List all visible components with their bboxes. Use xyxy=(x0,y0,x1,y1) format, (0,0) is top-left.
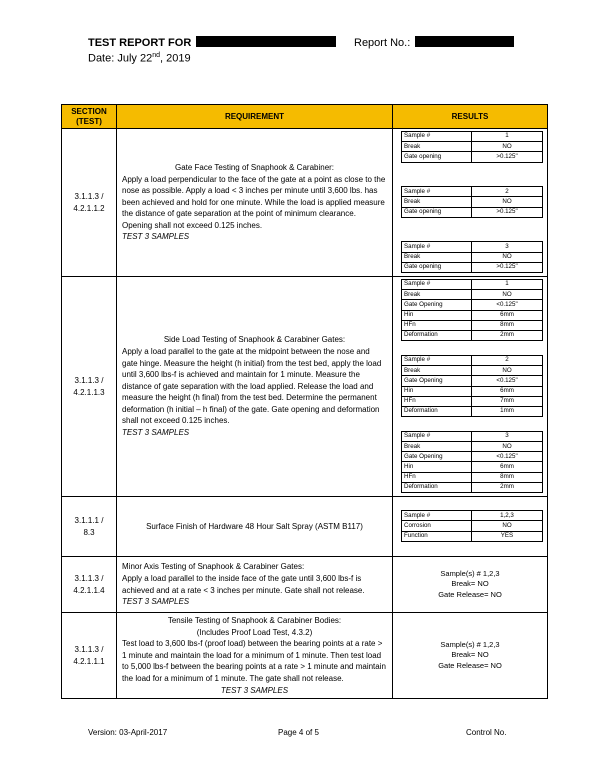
requirement-cell xyxy=(117,129,393,277)
requirement-sample-count: TEST 3 SAMPLES xyxy=(122,428,190,438)
sample-field-label: Break xyxy=(402,290,472,300)
sample-results xyxy=(393,129,547,276)
report-header xyxy=(88,36,528,70)
sample-field-value: NO xyxy=(472,142,543,152)
sample-table xyxy=(401,241,543,273)
sample-field-value: <0.125" xyxy=(472,452,543,462)
sample-row xyxy=(402,290,543,300)
section-column-header: SECTION (TEST) xyxy=(62,105,117,129)
section-cell: 3.1.1.1 / 8.3 xyxy=(62,497,117,557)
report-date xyxy=(88,52,191,65)
sample-field-value: NO xyxy=(472,290,543,300)
sample-field-value: NO xyxy=(472,366,543,376)
sample-row xyxy=(402,320,543,330)
sample-field-value: <0.125" xyxy=(472,300,543,310)
sample-row xyxy=(402,472,543,482)
sample-row xyxy=(402,132,543,142)
sample-field-label: Deformation xyxy=(402,406,472,416)
sample-field-label: Hin xyxy=(402,462,472,472)
redacted-report-number xyxy=(415,36,514,47)
sample-field-label: Sample # xyxy=(402,511,472,521)
requirement-body: Apply a load parallel to the gate at the midpoint between the nose and gate hinge. Measure the height (h initial) from the test bed, apply the load until 3,600 lbs-f is achieved and maintain for 1 minute. Measure the distance of gate separation with the load applied. Release the load and measure the height (h final) from the test bed. Determine the permanent deformation (h initial – h final) of the gate. Gate opening and deformation shall not exceed 0.125 inches. xyxy=(122,346,382,426)
table-row xyxy=(62,129,548,277)
sample-row xyxy=(402,442,543,452)
requirement-sample-count: TEST 3 SAMPLES xyxy=(122,597,190,607)
result-line: Gate Release= NO xyxy=(438,589,502,599)
sample-table xyxy=(401,431,543,493)
requirement-title: Side Load Testing of Snaphook & Carabiner Gates: xyxy=(163,335,346,345)
sample-field-value: >0.125" xyxy=(472,152,543,162)
result-line: Sample(s) # 1,2,3 xyxy=(440,568,500,578)
results-column-header: RESULTS xyxy=(393,105,548,129)
sample-field-value: 6mm xyxy=(472,310,543,320)
sample-row xyxy=(402,396,543,406)
sample-field-label: HFn xyxy=(402,320,472,330)
requirement-cell xyxy=(117,613,393,699)
sample-field-label: Break xyxy=(402,442,472,452)
requirement-title: Minor Axis Testing of Snaphook & Carabiner Gates: xyxy=(122,562,305,572)
sample-field-value: NO xyxy=(472,197,543,207)
footer-page-number: Page 4 of 5 xyxy=(278,728,319,737)
sample-field-value: 2mm xyxy=(472,330,543,340)
requirement-cell xyxy=(117,557,393,613)
sample-field-label: Gate opening xyxy=(402,262,472,272)
result-line: Break= NO xyxy=(451,579,489,589)
sample-field-label: Deformation xyxy=(402,482,472,492)
table-row xyxy=(62,277,548,497)
sample-field-value: NO xyxy=(472,521,543,531)
sample-field-value: 2 xyxy=(472,187,543,197)
sample-field-label: HFn xyxy=(402,472,472,482)
results-cell xyxy=(393,613,548,699)
footer-version: Version: 03-April-2017 xyxy=(88,728,168,737)
sample-field-label: Sample # xyxy=(402,355,472,365)
sample-field-value: >0.125" xyxy=(472,262,543,272)
sample-field-value: NO xyxy=(472,442,543,452)
requirement-body: Apply a load perpendicular to the face of the gate at a point as close to the nose as possible. Apply a load < 3 inches per minute until 3,600 lbs. has been achieved and hold for one minute. While the load is applied measure the distance of gate separation at the point of minimum clearance. Opening shall not exceed 0.125 inches. xyxy=(122,174,386,230)
sample-field-value: 3 xyxy=(472,431,543,441)
redacted-client-name xyxy=(196,36,336,47)
sample-row xyxy=(402,531,543,541)
sample-row xyxy=(402,262,543,272)
results-cell xyxy=(393,497,548,557)
requirement-sample-count: TEST 3 SAMPLES xyxy=(122,232,190,242)
sample-row xyxy=(402,252,543,262)
section-cell: 3.1.1.3 / 4.2.1.1.1 xyxy=(62,613,117,699)
sample-field-label: Sample # xyxy=(402,431,472,441)
requirement-title: Gate Face Testing of Snaphook & Carabiner: xyxy=(174,162,335,172)
sample-field-value: 1 xyxy=(472,132,543,142)
sample-field-value: <0.125" xyxy=(472,376,543,386)
sample-row xyxy=(402,355,543,365)
requirement-title: Surface Finish of Hardware 48 Hour Salt Spray (ASTM B117) xyxy=(146,521,363,531)
sample-row xyxy=(402,366,543,376)
sample-row xyxy=(402,300,543,310)
sample-field-label: HFn xyxy=(402,396,472,406)
section-cell: 3.1.1.3 / 4.2.1.1.3 xyxy=(62,277,117,497)
sample-row xyxy=(402,142,543,152)
sample-row xyxy=(402,197,543,207)
sample-results xyxy=(393,497,547,556)
table-row xyxy=(62,497,548,557)
sample-field-value: 2mm xyxy=(472,482,543,492)
results-cell xyxy=(393,277,548,497)
sample-row xyxy=(402,511,543,521)
sample-field-value: 8mm xyxy=(472,472,543,482)
sample-field-value: 1mm xyxy=(472,406,543,416)
sample-table xyxy=(401,355,543,417)
sample-field-label: Gate opening xyxy=(402,152,472,162)
sample-field-label: Break xyxy=(402,366,472,376)
table-row xyxy=(62,557,548,613)
sample-row xyxy=(402,242,543,252)
sample-field-label: Deformation xyxy=(402,330,472,340)
requirement-body: Apply a load parallel to the inside face of the gate until 3,600 lbs-f is achieved and at a rate < 3 inches per minute. Gate shall not release. xyxy=(122,573,365,595)
sample-table xyxy=(401,186,543,218)
sample-row xyxy=(402,280,543,290)
sample-field-value: >0.125" xyxy=(472,207,543,217)
requirement-cell xyxy=(117,497,393,557)
sample-results xyxy=(393,277,547,496)
sample-row xyxy=(402,462,543,472)
sample-row xyxy=(402,187,543,197)
sample-field-value: YES xyxy=(472,531,543,541)
sample-field-label: Gate opening xyxy=(402,207,472,217)
sample-field-label: Break xyxy=(402,252,472,262)
result-line: Gate Release= NO xyxy=(438,660,502,670)
sample-field-label: Gate Opening xyxy=(402,452,472,462)
requirement-body: Test load to 3,600 lbs-f (proof load) between the bearing points at a rate > 1 minute and maintain the load for a minimum of 1 minute. Then test load to 5,000 lbs-f between the bearing points at a rate > 1 minute and maintain the load for a minimum of 1 minute. The gate shall not release. xyxy=(122,639,386,683)
sample-field-label: Sample # xyxy=(402,242,472,252)
results-cell xyxy=(393,557,548,613)
report-date-year: , 2019 xyxy=(160,52,191,65)
sample-row xyxy=(402,330,543,340)
requirement-cell xyxy=(117,277,393,497)
sample-field-value: 6mm xyxy=(472,386,543,396)
result-line: Break= NO xyxy=(451,650,489,660)
sample-table xyxy=(401,131,543,163)
sample-row xyxy=(402,521,543,531)
section-cell: 3.1.1.3 / 4.2.1.1.2 xyxy=(62,129,117,277)
section-cell: 3.1.1.3 / 4.2.1.1.4 xyxy=(62,557,117,613)
requirement-subtitle: (Includes Proof Load Test, 4.3.2) xyxy=(196,627,313,637)
report-number-label: Report No.: xyxy=(354,37,411,49)
sample-field-label: Corrosion xyxy=(402,521,472,531)
footer-control-number: Control No. xyxy=(466,728,507,737)
sample-table xyxy=(401,279,543,341)
requirement-title: Tensile Testing of Snaphook & Carabiner Bodies: xyxy=(167,616,342,625)
sample-field-label: Sample # xyxy=(402,280,472,290)
requirement-sample-count: TEST 3 SAMPLES xyxy=(220,685,289,695)
report-title: TEST REPORT FOR xyxy=(88,37,192,49)
results-table xyxy=(61,104,548,699)
sample-row xyxy=(402,376,543,386)
sample-row xyxy=(402,482,543,492)
sample-field-value: 1,2,3 xyxy=(472,511,543,521)
sample-field-label: Break xyxy=(402,197,472,207)
table-header-row xyxy=(62,105,548,129)
sample-row xyxy=(402,152,543,162)
result-line: Sample(s) # 1,2,3 xyxy=(440,639,500,649)
report-number-line xyxy=(354,36,514,49)
sample-row xyxy=(402,406,543,416)
report-title-line xyxy=(88,36,336,49)
sample-field-value: 1 xyxy=(472,280,543,290)
sample-field-label: Gate Opening xyxy=(402,376,472,386)
sample-field-label: Sample # xyxy=(402,187,472,197)
sample-table xyxy=(401,510,543,542)
sample-field-value: 6mm xyxy=(472,462,543,472)
results-cell xyxy=(393,129,548,277)
report-date-suffix: nd xyxy=(152,52,160,59)
sample-field-label: Hin xyxy=(402,386,472,396)
sample-field-label: Gate Opening xyxy=(402,300,472,310)
sample-field-value: NO xyxy=(472,252,543,262)
sample-row xyxy=(402,452,543,462)
sample-field-label: Sample # xyxy=(402,132,472,142)
sample-field-label: Function xyxy=(402,531,472,541)
report-date-text: Date: July 22 xyxy=(88,52,153,65)
table-body xyxy=(62,129,548,699)
sample-row xyxy=(402,207,543,217)
sample-field-value: 2 xyxy=(472,355,543,365)
sample-row xyxy=(402,310,543,320)
sample-field-label: Hin xyxy=(402,310,472,320)
sample-field-value: 7mm xyxy=(472,396,543,406)
requirement-column-header: REQUIREMENT xyxy=(117,105,393,129)
sample-row xyxy=(402,386,543,396)
sample-field-label: Break xyxy=(402,142,472,152)
sample-row xyxy=(402,431,543,441)
table-row xyxy=(62,613,548,699)
sample-field-value: 3 xyxy=(472,242,543,252)
sample-field-value: 8mm xyxy=(472,320,543,330)
